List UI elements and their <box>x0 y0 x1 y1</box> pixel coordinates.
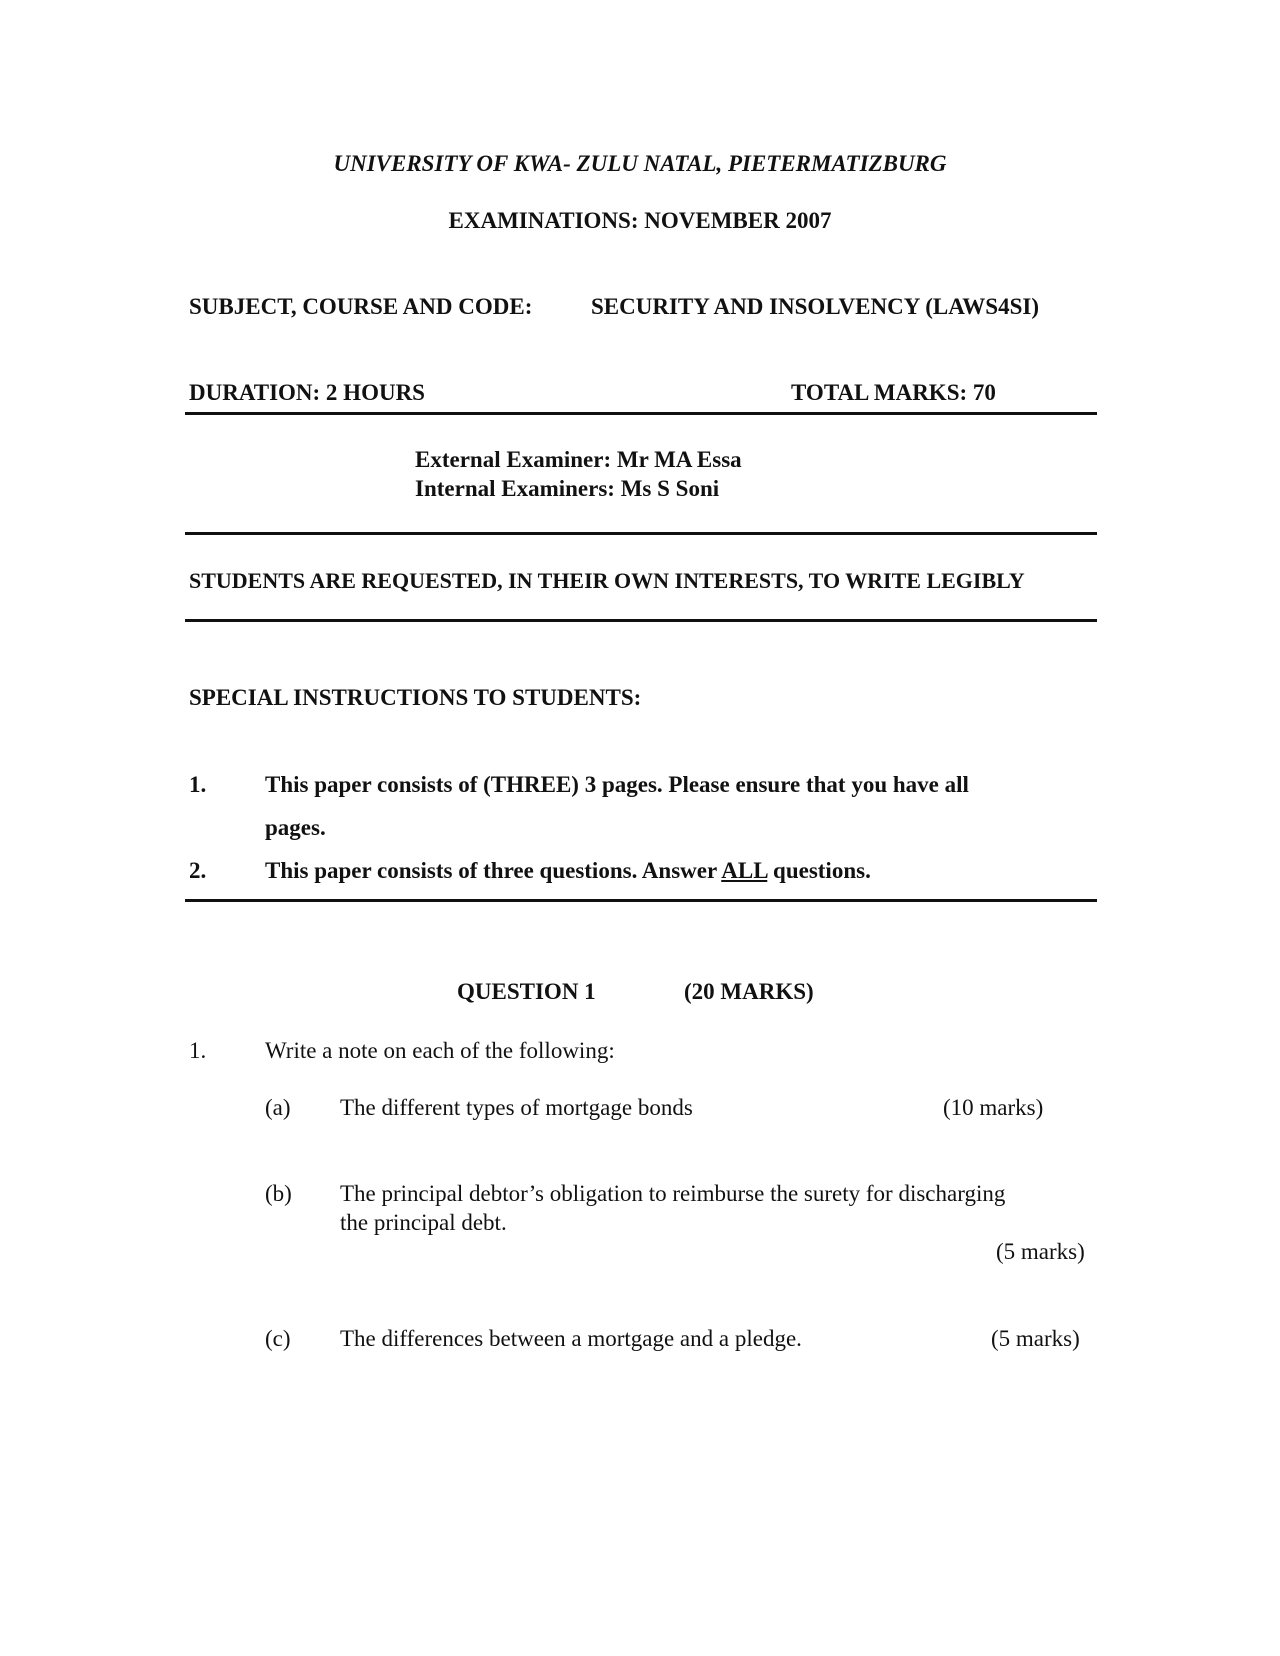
university-title: UNIVERSITY OF KWA- ZULU NATAL, PIETERMATIZBURG <box>333 151 947 176</box>
question-marks: (20 MARKS) <box>684 979 814 1004</box>
instruction-text <box>265 858 871 884</box>
exam-session: EXAMINATIONS: NOVEMBER 2007 <box>448 208 832 233</box>
duration: DURATION: 2 HOURS <box>189 380 425 405</box>
instruction-text-after: questions. <box>767 858 871 883</box>
external-examiner: External Examiner: Mr MA Essa <box>415 447 742 472</box>
part-label: (c) <box>265 1326 291 1351</box>
instruction-text: This paper consists of (THREE) 3 pages. Please ensure that you have all <box>265 772 969 797</box>
instruction-number: 1. <box>189 772 207 797</box>
subject-value: SECURITY AND INSOLVENCY (LAWS4SI) <box>591 294 1039 319</box>
internal-examiner: Internal Examiners: Ms S Soni <box>415 476 720 501</box>
legibility-notice: STUDENTS ARE REQUESTED, IN THEIR OWN INTERESTS, TO WRITE LEGIBLY <box>189 568 1025 593</box>
subject-label: SUBJECT, COURSE AND CODE: <box>189 294 533 319</box>
question-number: 1. <box>189 1038 207 1063</box>
divider-rule <box>185 412 1097 415</box>
divider-rule <box>185 619 1097 622</box>
instruction-text-before: This paper consists of three questions. Answer <box>265 858 722 883</box>
part-text-continued: the principal debt. <box>340 1210 507 1235</box>
part-label: (a) <box>265 1095 291 1120</box>
divider-rule <box>185 899 1097 902</box>
total-marks: TOTAL MARKS: 70 <box>791 380 996 405</box>
instructions-heading: SPECIAL INSTRUCTIONS TO STUDENTS: <box>189 685 642 710</box>
instruction-text-continued: pages. <box>265 815 326 840</box>
part-label: (b) <box>265 1181 292 1206</box>
divider-rule <box>185 532 1097 535</box>
question-prompt: Write a note on each of the following: <box>265 1038 615 1063</box>
question-title: QUESTION 1 <box>457 979 596 1004</box>
part-text: The principal debtor’s obligation to reimburse the surety for discharging <box>340 1181 1006 1206</box>
part-marks: (5 marks) <box>996 1239 1085 1264</box>
instruction-number: 2. <box>189 858 207 883</box>
instruction-emphasis: ALL <box>721 858 768 883</box>
part-marks: (5 marks) <box>991 1326 1080 1351</box>
part-text: The different types of mortgage bonds <box>340 1095 693 1120</box>
part-marks: (10 marks) <box>943 1095 1044 1120</box>
part-text: The differences between a mortgage and a pledge. <box>340 1326 802 1351</box>
